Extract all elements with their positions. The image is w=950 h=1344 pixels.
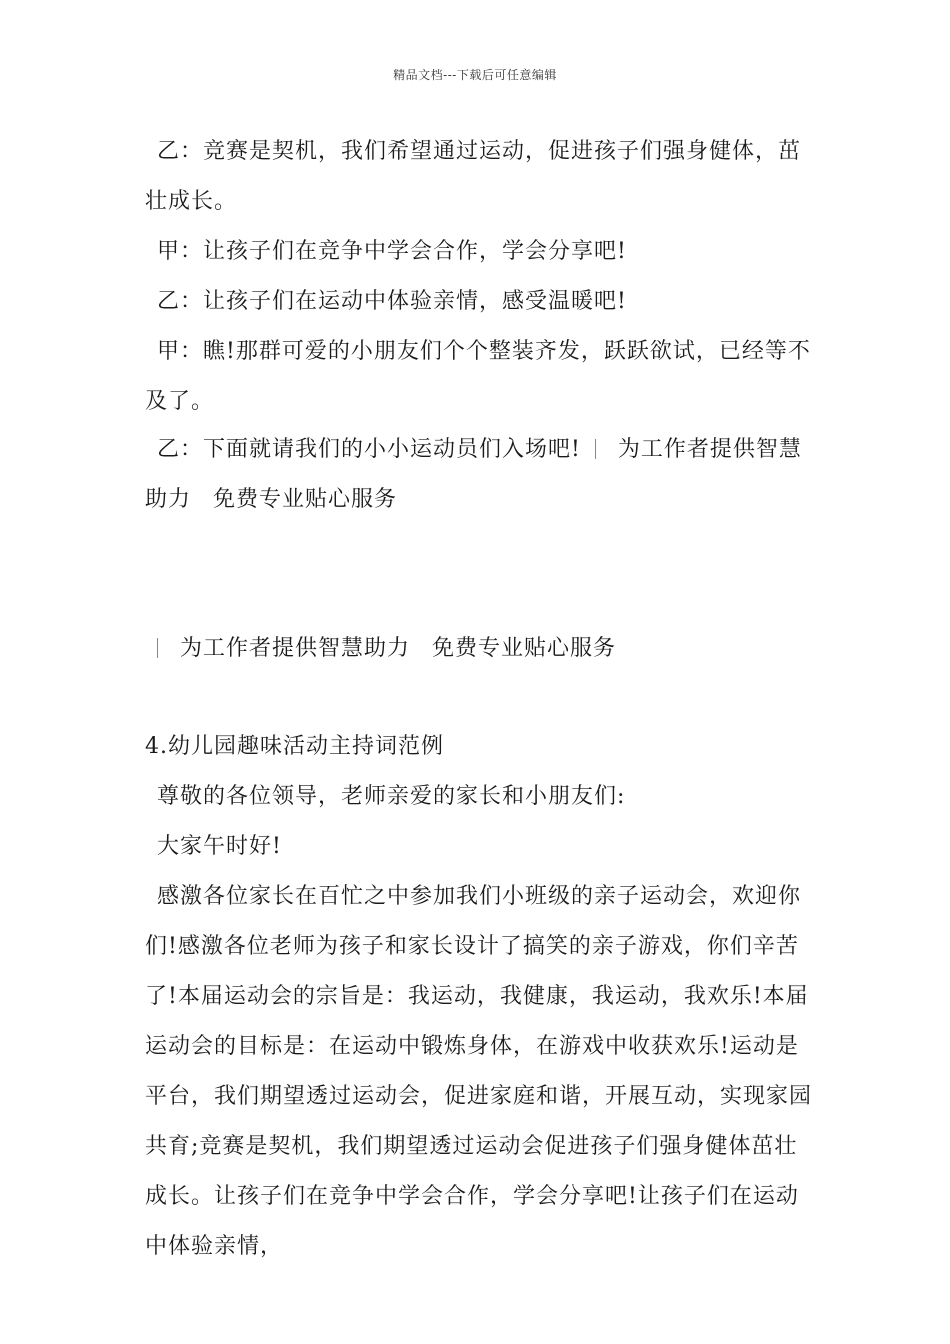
body-paragraph: 感激各位家长在百忙之中参加我们小班级的亲子运动会，欢迎你们!感激各位老师为孩子和家长设计了搞笑的亲子游戏，你们辛苦了!本届运动会的宗旨是：我运动，我健康，我运动，我欢乐!本届运动会的目标是：在运动中锻炼身体，在游戏中收获欢乐!运动是平台，我们期望透过运动会，促进家庭和谐，开展互动，实现家园共育;竞赛是契机，我们期望透过运动会促进孩子们强身健体茁壮成长。让孩子们在竞争中学会合作，学会分享吧!让孩子们在运动中体验亲情，: [145, 884, 813, 1259]
section-heading: 4.幼儿园趣味活动主持词范例: [145, 734, 444, 759]
speaker-label: 乙：: [157, 139, 204, 164]
dialogue-text: 竞赛是契机，我们希望通过运动，促进孩子们强身健体，茁壮成长。: [145, 139, 802, 214]
salutation-line: 大家午时好!: [157, 834, 282, 859]
dialogue-text: 下面就请我们的小小运动员们入场吧!: [203, 437, 581, 462]
dialogue-line: [145, 277, 817, 327]
dialogue-line: [145, 425, 817, 525]
speaker-label: 甲：: [157, 239, 204, 264]
speaker-label: 乙：: [157, 437, 204, 462]
dialogue-line: [145, 127, 817, 227]
dialogue-text: 让孩子们在运动中体验亲情，感受温暖吧!: [203, 289, 627, 314]
slogan-part2: 免费专业贴心服务: [213, 487, 398, 512]
slogan-part1: 为工作者提供智慧助力: [180, 636, 411, 661]
speaker-label: 甲：: [157, 339, 204, 364]
slogan-part2: 免费专业贴心服务: [432, 636, 617, 661]
slogan-part1: 为工作者提供智慧助力: [145, 437, 802, 512]
dialogue-line: [145, 227, 817, 277]
greeting-line: 尊敬的各位领导，老师亲爱的家长和小朋友们:: [157, 784, 626, 809]
vertical-divider: [595, 439, 596, 459]
speaker-label: 乙：: [157, 289, 204, 314]
dialogue-text: 瞧!那群可爱的小朋友们个个整装齐发，跃跃欲试，已经等不及了。: [145, 339, 811, 414]
slogan-line: [157, 624, 829, 674]
dialogue-line: [145, 327, 817, 427]
vertical-divider: [157, 638, 158, 658]
page-header: 精品文档---下载后可任意编辑: [393, 68, 557, 82]
dialogue-text: 让孩子们在竞争中学会合作，学会分享吧!: [203, 239, 627, 264]
